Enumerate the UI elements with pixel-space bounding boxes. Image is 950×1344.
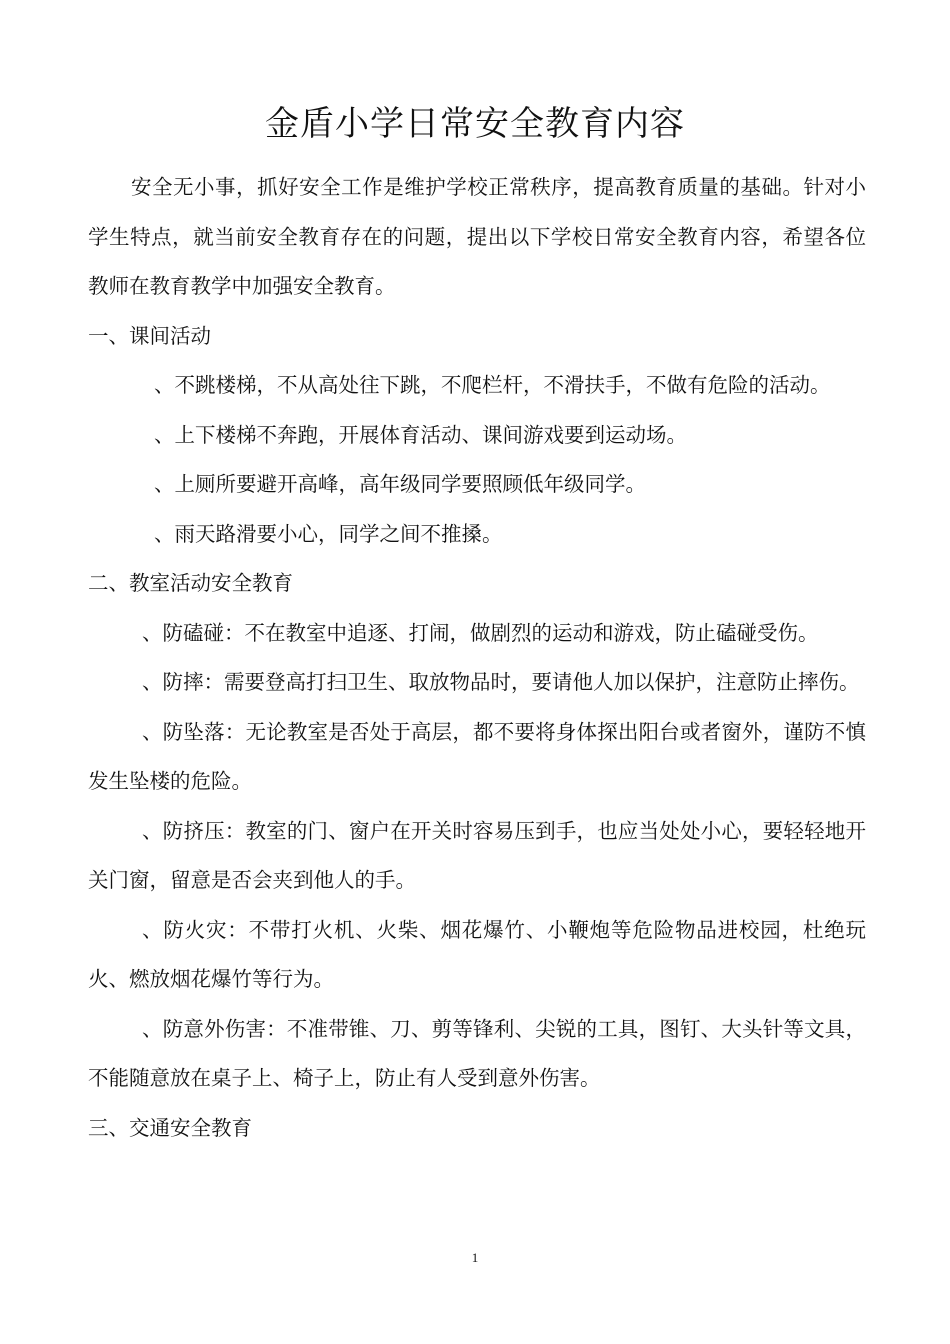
section-2-item-5: 、防火灾：不带打火机、火柴、烟花爆竹、小鞭炮等危险物品进校园，杜绝玩火、燃放烟花爆竹等行为。 — [88, 917, 866, 991]
section-heading-3: 三、交通安全教育 — [88, 1115, 252, 1140]
page-number: 1 — [471, 1250, 479, 1265]
section-heading-1: 一、课间活动 — [88, 323, 211, 348]
section-1-item-1: 、不跳楼梯，不从高处往下跳，不爬栏杆，不滑扶手，不做有危险的活动。 — [154, 373, 831, 397]
section-2-item-6: 、防意外伤害：不准带锥、刀、剪等锋利、尖锐的工具，图钉、大头针等文具，不能随意放在桌子上、椅子上，防止有人受到意外伤害。 — [88, 1016, 866, 1090]
section-heading-2: 二、教室活动安全教育 — [88, 571, 293, 595]
section-1-item-3: 、上厕所要避开高峰，高年级同学要照顾低年级同学。 — [154, 472, 646, 496]
section-2-item-2: 、防摔：需要登高打扫卫生、取放物品时，要请他人加以保护，注意防止摔伤。 — [142, 670, 860, 694]
section-2-item-1: 、防磕碰：不在教室中追逐、打闹，做剧烈的运动和游戏，防止磕碰受伤。 — [142, 620, 819, 645]
document-body — [88, 163, 866, 1153]
section-2-item-4: 、防挤压：教室的门、窗户在开关时容易压到手，也应当处处小心，要轻轻地开关门窗，留意是否会夹到他人的手。 — [88, 818, 866, 892]
intro-paragraph: 安全无小事，抓好安全工作是维护学校正常秩序，提高教育质量的基础。针对小学生特点，就当前安全教育存在的问题，提出以下学校日常安全教育内容，希望各位教师在教育教学中加强安全教育。 — [88, 175, 866, 298]
section-1-item-2: 、上下楼梯不奔跑，开展体育活动、课间游戏要到运动场。 — [154, 422, 687, 447]
section-2-item-3: 、防坠落：无论教室是否处于高层，都不要将身体探出阳台或者窗外，谨防不慎发生坠楼的危险。 — [88, 719, 866, 793]
document-title: 金盾小学日常安全教育内容 — [265, 104, 685, 144]
section-1-item-4: 、雨天路滑要小心，同学之间不推搡。 — [154, 521, 503, 546]
